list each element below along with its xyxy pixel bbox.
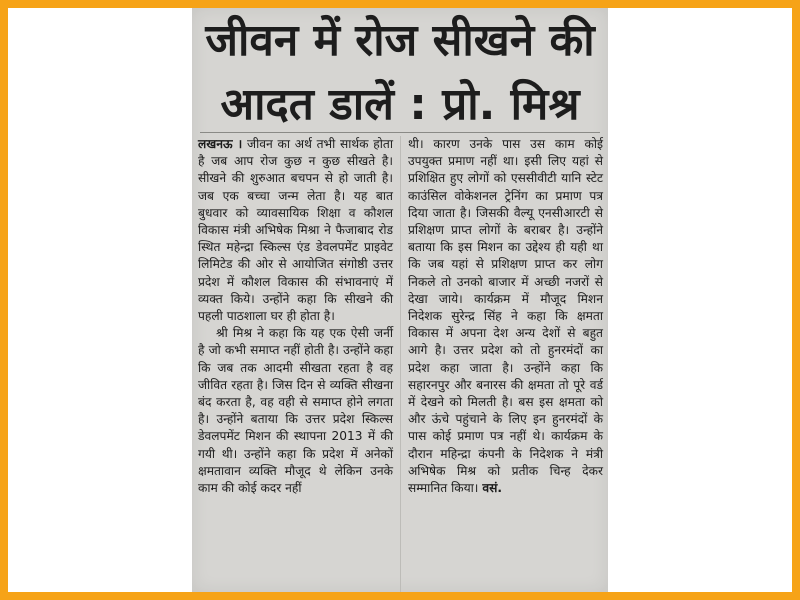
paragraph-text: जीवन का अर्थ तभी सार्थक होता है जब आप रोज कुछ न कुछ सीखते है। सीखने की शुरुआत बचपन से हो जाती है। जब एक बच्चा जन्म लेता है। यह बात बुधवार को व्यावसायिक शिक्षा व कौशल विकास मंत्री अभिषेक मिश्रा ने फैजाबाद रोड स्थित महेन्द्रा स्किल्स एंड डेवलपमेंट प्राइवेट लिमिटेड की ओर से आयोजित संगोष्ठी उत्तर प्रदेश में कौशल विकास की संभावनाएं में व्यक्त किये। उन्होंने कहा कि सीखने की पहली पाठशाला घर ही होता है। — [198, 137, 393, 324]
article-column-right — [408, 136, 603, 497]
dateline: लखनऊ । — [198, 137, 243, 151]
headline-line-1: जीवन में रोज सीखने की — [205, 15, 595, 66]
article-paragraph — [198, 136, 393, 325]
column-divider — [400, 136, 401, 592]
headline-line-2: आदत डालें : प्रो. मिश्र — [220, 79, 580, 130]
headline-divider — [200, 132, 600, 133]
reporter-signature: वसं. — [482, 481, 502, 496]
newspaper-clipping — [192, 8, 608, 592]
article-column-left — [198, 136, 393, 497]
article-paragraph — [408, 136, 603, 497]
article-paragraph: श्री मिश्र ने कहा कि यह एक ऐसी जर्नी है जो कभी समाप्त नहीं होती है। उन्होंने कहा कि जब तक आदमी सीखता रहता है वह जीवित रहता है। जिस दिन से व्यक्ति सीखना बंद करता है, वह वही से समाप्त होने लगता है। उन्होंने बताया कि उत्तर प्रदेश स्किल्स डेवलपमेंट मिशन की स्थापना 2013 में की गयी थी। उन्होंने कहा कि प्रदेश में अनेकों क्षमतावान व्यक्ति मौजूद थे लेकिन उनके काम की कोई कदर नहीं — [198, 326, 393, 496]
paragraph-text: थी। कारण उनके पास उस काम कोई उपयुक्त प्रमाण नहीं था। इसी लिए यहां से प्रशिक्षित हुए लोगों को एससीवीटी यानि स्टेट काउंसिल वोकेशनल ट्रेनिंग का प्रमाण पत्र दिया जाता है। जिसकी वैल्यू एनसीआरटी से प्रशिक्षण प्राप्त लोगों के बराबर है। उन्होंने बताया कि इस मिशन का उद्देश्य ही यही था कि जब यहां से प्रशिक्षण प्राप्त कर लोग निकले तो उनको बाजार में अच्छी नजरों से देखा जाये। कार्यक्रम में मौजूद मिशन निदेशक सुरेन्द्र सिंह ने कहा कि क्षमता विकास में अपना देश अन्य देशों से बहुत आगे है। उत्तर प्रदेश को तो हुनरमंदों का प्रदेश कहा जाता है। उन्होंने कहा कि सहारनपुर और बनारस की क्षमता तो पूरे वर्ड में देखने को मिलती है। बस इस क्षमता को और ऊंचे पहुंचाने के लिए इन हुनरमंदों के पास कोई प्रमाण पत्र नहीं थे। कार्यक्रम के दौरान महिन्द्रा कंपनी के निदेशक ने मंत्री अभिषेक मिश्र को प्रतीक चिन्ह देकर सम्मानित किया। — [408, 137, 603, 496]
